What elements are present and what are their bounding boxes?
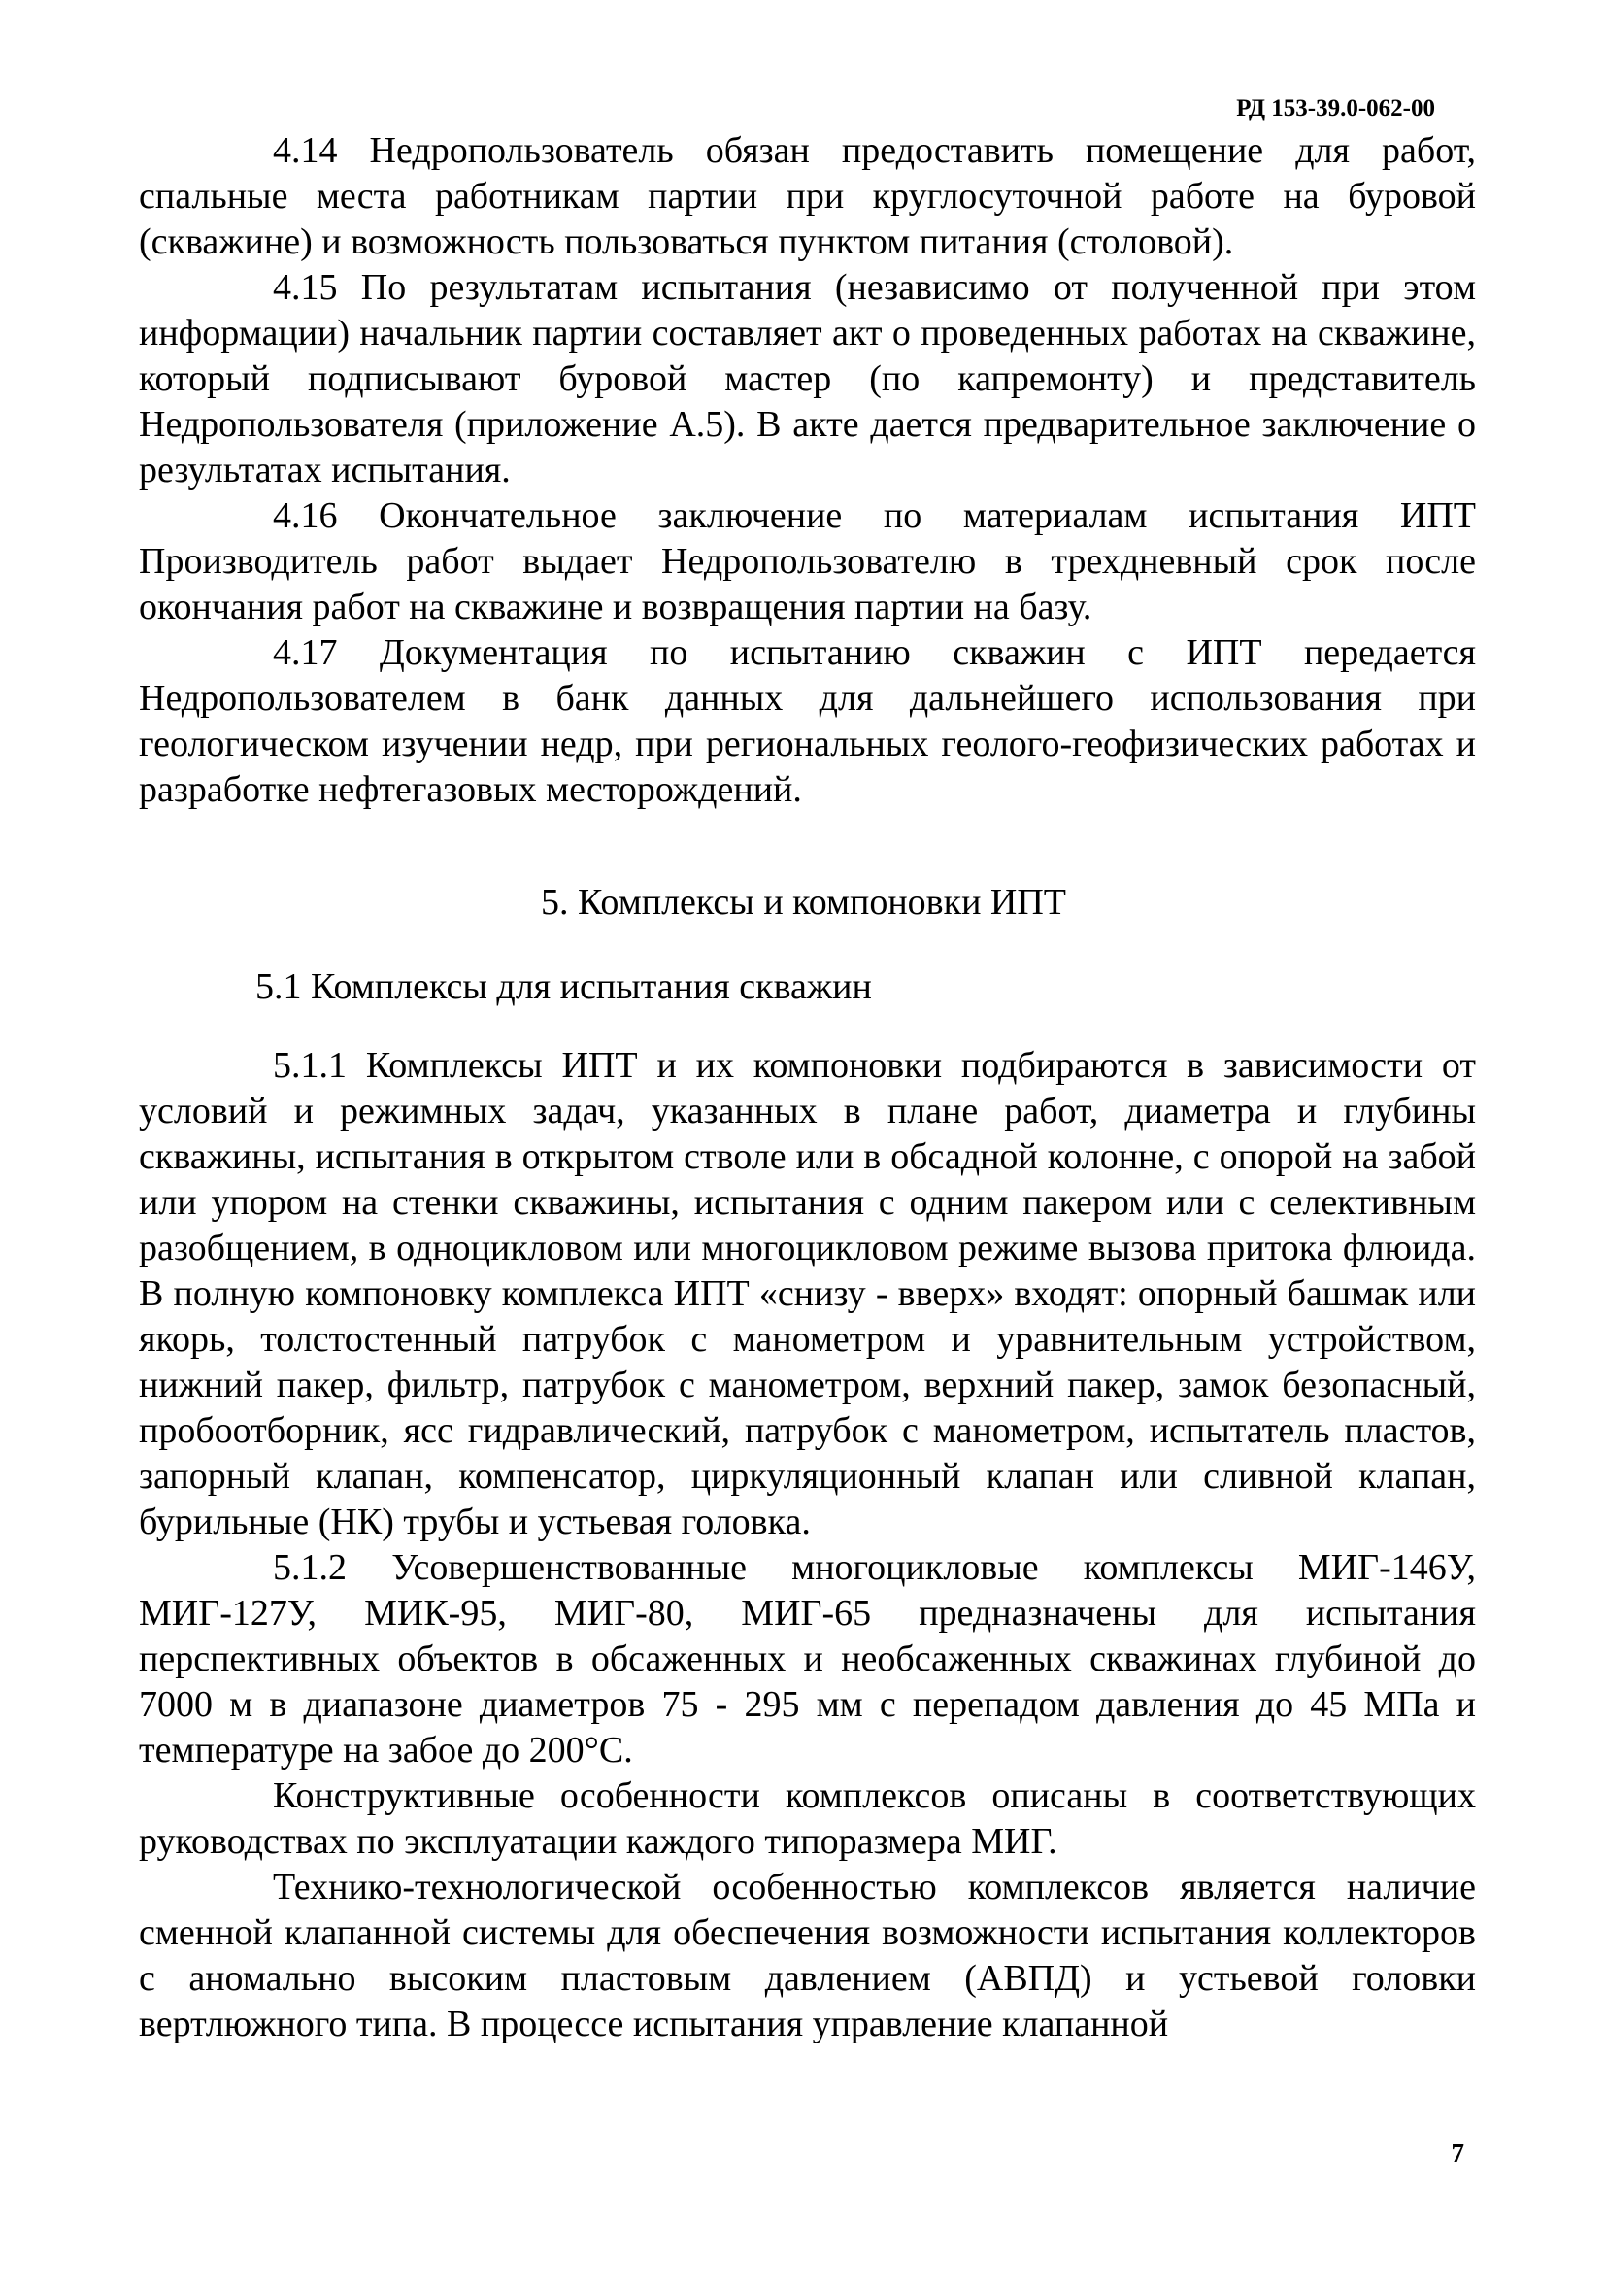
paragraph-4-15: 4.15 По результатам испытания (независимо от полученной при этом информации) начальник партии составляет акт о проведенных работах на скважине, который подписывают буровой мастер (по капремонту) и представитель Недропользователя (приложение А.5). В акте дается предварительное заключение о результатах испытания. bbox=[139, 267, 1476, 490]
paragraph-tech-features: Технико-технологической особенностью комплексов является наличие сменной клапанной системы для обеспечения возможности испытания коллекторов с аномально высоким пластовым давлением (АВПД) и устьевой головки вертлюжного типа. В процессе испытания управление клапанной bbox=[139, 1867, 1476, 2044]
paragraph-5-1-2: 5.1.2 Усовершенствованные многоцикловые комплексы МИГ-146У, МИГ-127У, МИК-95, МИГ-80, МИГ-65 предназначены для испытания перспективных объектов в обсаженных и необсаженных скважинах глубиной до 7000 м в диапазоне диаметров 75 - 295 мм с перепадом давления до 45 МПа и температуре на забое до 200°С. bbox=[139, 1547, 1476, 1771]
paragraph-4-16: 4.16 Окончательное заключение по материалам испытания ИПТ Производитель работ выдает Недропользователю в трехдневный срок после окончания работ на скважине и возвращения партии на базу. bbox=[139, 495, 1476, 627]
paragraph-design-features: Конструктивные особенности комплексов описаны в соответствующих руководствах по эксплуатации каждого типоразмера МИГ. bbox=[139, 1775, 1476, 1862]
document-code: РД 153-39.0-062-00 bbox=[1236, 95, 1435, 121]
paragraph-4-17: 4.17 Документация по испытанию скважин с ИПТ передается Недропользователем в банк данных для дальнейшего использования при геологическом изучении недр, при региональных геолого-геофизических работах и разработке нефтегазовых месторождений. bbox=[139, 632, 1476, 810]
paragraph-4-14: 4.14 Недропользователь обязан предоставить помещение для работ, спальные места работникам партии при круглосуточной работе на буровой (скважине) и возможность пользоваться пунктом питания (столовой). bbox=[139, 130, 1476, 262]
section-5-heading: 5. Комплексы и компоновки ИПТ bbox=[540, 882, 1067, 923]
paragraph-5-1-1: 5.1.1 Комплексы ИПТ и их компоновки подбираются в зависимости от условий и режимных задач, указанных в плане работ, диаметра и глубины скважины, испытания в открытом стволе или в обсадной колонне, с опорой на забой или упором на стенки скважины, испытания с одним пакером или с селективным разобщением, в одноцикловом или многоцикловом режиме вызова притока флюида. В полную компоновку комплекса ИПТ «снизу - вверх» входят: опорный башмак или якорь, толстостенный патрубок с манометром и уравнительным устройством, нижний пакер, фильтр, патрубок с манометром, верхний пакер, замок безопасный, пробоотборник, ясс гидравлический, патрубок с манометром, испытатель пластов, запорный клапан, компенсатор, циркуляционный клапан или сливной клапан, бурильные (НК) трубы и устьевая головка. bbox=[139, 1045, 1476, 1542]
page-number: 7 bbox=[1451, 2139, 1464, 2168]
text-block-section-4 bbox=[139, 128, 1476, 813]
text-block-section-5 bbox=[139, 1043, 1476, 2047]
subsection-5-1-heading: 5.1 Комплексы для испытания скважин bbox=[255, 966, 872, 1007]
